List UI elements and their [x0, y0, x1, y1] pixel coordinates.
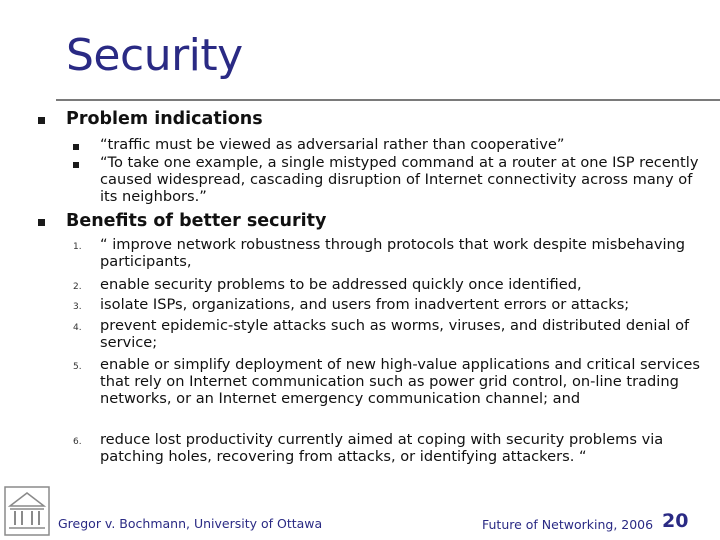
section-heading-problems: Problem indications	[66, 109, 263, 129]
list-item: enable security problems to be addressed quickly once identified,	[100, 276, 582, 293]
square-bullet-icon	[38, 117, 45, 124]
university-logo-icon	[4, 486, 50, 536]
square-bullet-icon	[73, 162, 79, 168]
list-item: “traffic must be viewed as adversarial rather than cooperative”	[100, 136, 565, 153]
list-item: prevent epidemic-style attacks such as worms, viruses, and distributed denial of service;	[100, 317, 690, 351]
list-number: 3.	[73, 302, 82, 312]
list-number: 5.	[73, 362, 82, 372]
slide-title: Security	[66, 30, 243, 81]
list-item: “ improve network robustness through protocols that work despite misbehaving participants,	[100, 236, 686, 270]
square-bullet-icon	[38, 219, 45, 226]
list-item: isolate ISPs, organizations, and users from inadvertent errors or attacks;	[100, 296, 630, 313]
list-number: 1.	[73, 242, 82, 252]
section-heading-benefits: Benefits of better security	[66, 211, 327, 231]
title-divider	[56, 99, 720, 101]
list-item: “To take one example, a single mistyped command at a router at one ISP recently caused widespread, cascading disruption of Internet connectivity across many of its neighbors.”	[100, 154, 699, 205]
page-number: 20	[662, 510, 689, 532]
list-item: enable or simplify deployment of new high-value applications and critical services that rely on Internet communication such as power grid control, on-line trading networks, or an Internet emergency communication channel; and	[100, 356, 700, 407]
footer-author: Gregor v. Bochmann, University of Ottawa	[58, 516, 323, 531]
list-number: 4.	[73, 323, 82, 333]
list-item: reduce lost productivity currently aimed at coping with security problems via patching holes, recovering from attacks, or identifying attackers. “	[100, 431, 664, 465]
square-bullet-icon	[73, 144, 79, 150]
list-number: 2.	[73, 282, 82, 292]
footer-course: Future of Networking, 2006	[482, 517, 654, 532]
list-number: 6.	[73, 437, 82, 447]
